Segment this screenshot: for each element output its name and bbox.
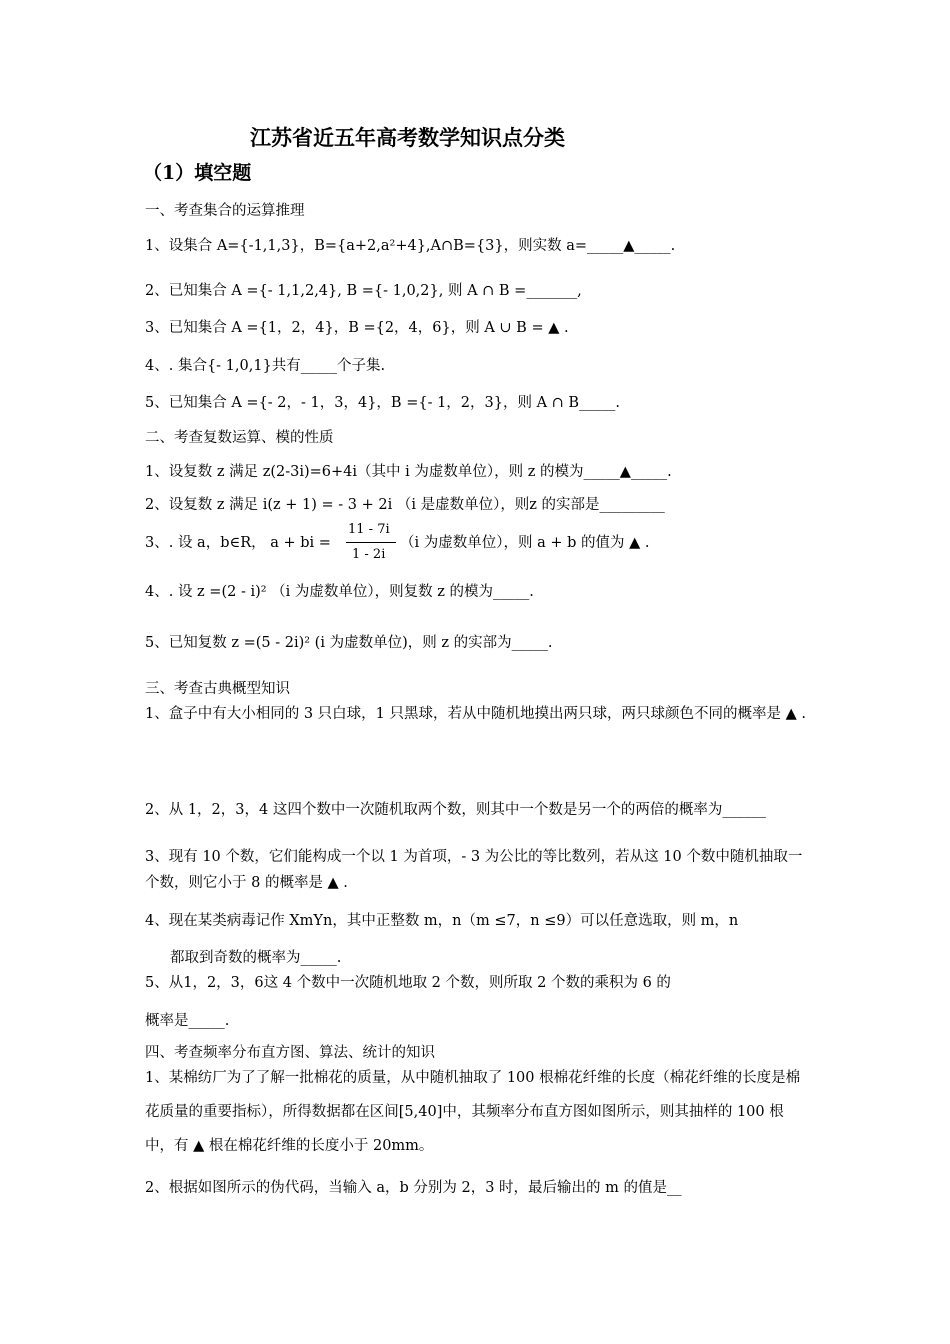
fraction-bar	[346, 542, 396, 543]
question-complex-2: 2、设复数 z 满足 i(z + 1) = - 3 + 2i （i 是虚数单位），则z 的实部是_________	[145, 497, 665, 513]
section-heading-statistics: 四、考查频率分布直方图、算法、统计的知识	[145, 1045, 435, 1061]
question-probability-5-cont: 概率是_____.	[145, 1013, 230, 1029]
question-complex-1: 1、设复数 z 满足 z(2-3i)=6+4i（其中 i 为虚数单位），则 z 的模为_____▲_____.	[145, 464, 672, 480]
question-sets-3: 3、已知集合 A ={1，2，4}，B ={2，4，6}，则 A ∪ B = ▲ .	[145, 320, 569, 336]
question-statistics-2: 2、根据如图所示的伪代码，当输入 a，b 分别为 2，3 时，最后输出的 m 的值是__	[145, 1180, 682, 1196]
section-subtitle: （1）填空题	[143, 162, 252, 184]
question-statistics-1: 1、某棉纺厂为了了解一批棉花的质量，从中随机抽取了 100 根棉花纤维的长度（棉花纤维的长度是棉花质量的重要指标），所得数据都在区间[5,40]中，其频率分布直方图如图所示，则其抽样的 100 根中，有 ▲ 根在棉花纤维的长度小于 20mm。	[145, 1070, 801, 1154]
question-probability-4: 4、现在某类病毒记作 XmYn，其中正整数 m，n（m ≤7，n ≤9）可以任意选取，则 m，n	[145, 913, 739, 929]
fraction-denominator: 1 - 2i	[352, 547, 386, 562]
question-probability-4-cont: 都取到奇数的概率为_____.	[170, 950, 342, 966]
question-sets-5: 5、已知集合 A ={- 2，- 1，3，4}，B ={- 1，2，3}，则 A ∩ B_____.	[145, 395, 620, 411]
page-title: 江苏省近五年高考数学知识点分类	[250, 125, 565, 150]
section-heading-sets: 一、考查集合的运算推理	[145, 203, 305, 219]
question-complex-5: 5、已知复数 z =(5 - 2i)² (i 为虚数单位)，则 z 的实部为_____.	[145, 635, 553, 651]
question-probability-3: 3、现有 10 个数，它们能构成一个以 1 为首项，- 3 为公比的等比数列，若从这 10 个数中随机抽取一个数，则它小于 8 的概率是 ▲ .	[145, 849, 803, 891]
question-probability-5: 5、从1，2，3，6这 4 个数中一次随机地取 2 个数，则所取 2 个数的乘积为 6 的	[145, 975, 671, 991]
question-complex-3-lead: 3、. 设 a，b∈R， a + bi =	[145, 535, 331, 551]
question-probability-2: 2、从 1，2，3，4 这四个数中一次随机取两个数，则其中一个数是另一个的两倍的概率为______	[145, 802, 766, 818]
question-sets-1: 1、设集合 A={-1,1,3}，B={a+2,a²+4},A∩B={3}，则实数 a=_____▲_____.	[145, 238, 676, 254]
section-heading-probability: 三、考查古典概型知识	[145, 681, 290, 697]
question-probability-1: 1、盒子中有大小相同的 3 只白球，1 只黑球，若从中随机地摸出两只球，两只球颜色不同的概率是 ▲ .	[145, 706, 806, 722]
section-heading-complex: 二、考查复数运算、模的性质	[145, 430, 334, 446]
fraction-numerator: 11 - 7i	[348, 522, 390, 537]
question-sets-2: 2、已知集合 A ={- 1,1,2,4}, B ={- 1,0,2}, 则 A ∩ B =_______,	[145, 283, 582, 299]
question-complex-4: 4、. 设 z =(2 - i)² （i 为虚数单位），则复数 z 的模为_____.	[145, 584, 534, 600]
question-complex-3-tail: （i 为虚数单位），则 a + b 的值为 ▲ .	[400, 535, 650, 551]
question-sets-4: 4、. 集合{- 1,0,1}共有_____个子集.	[145, 358, 386, 374]
